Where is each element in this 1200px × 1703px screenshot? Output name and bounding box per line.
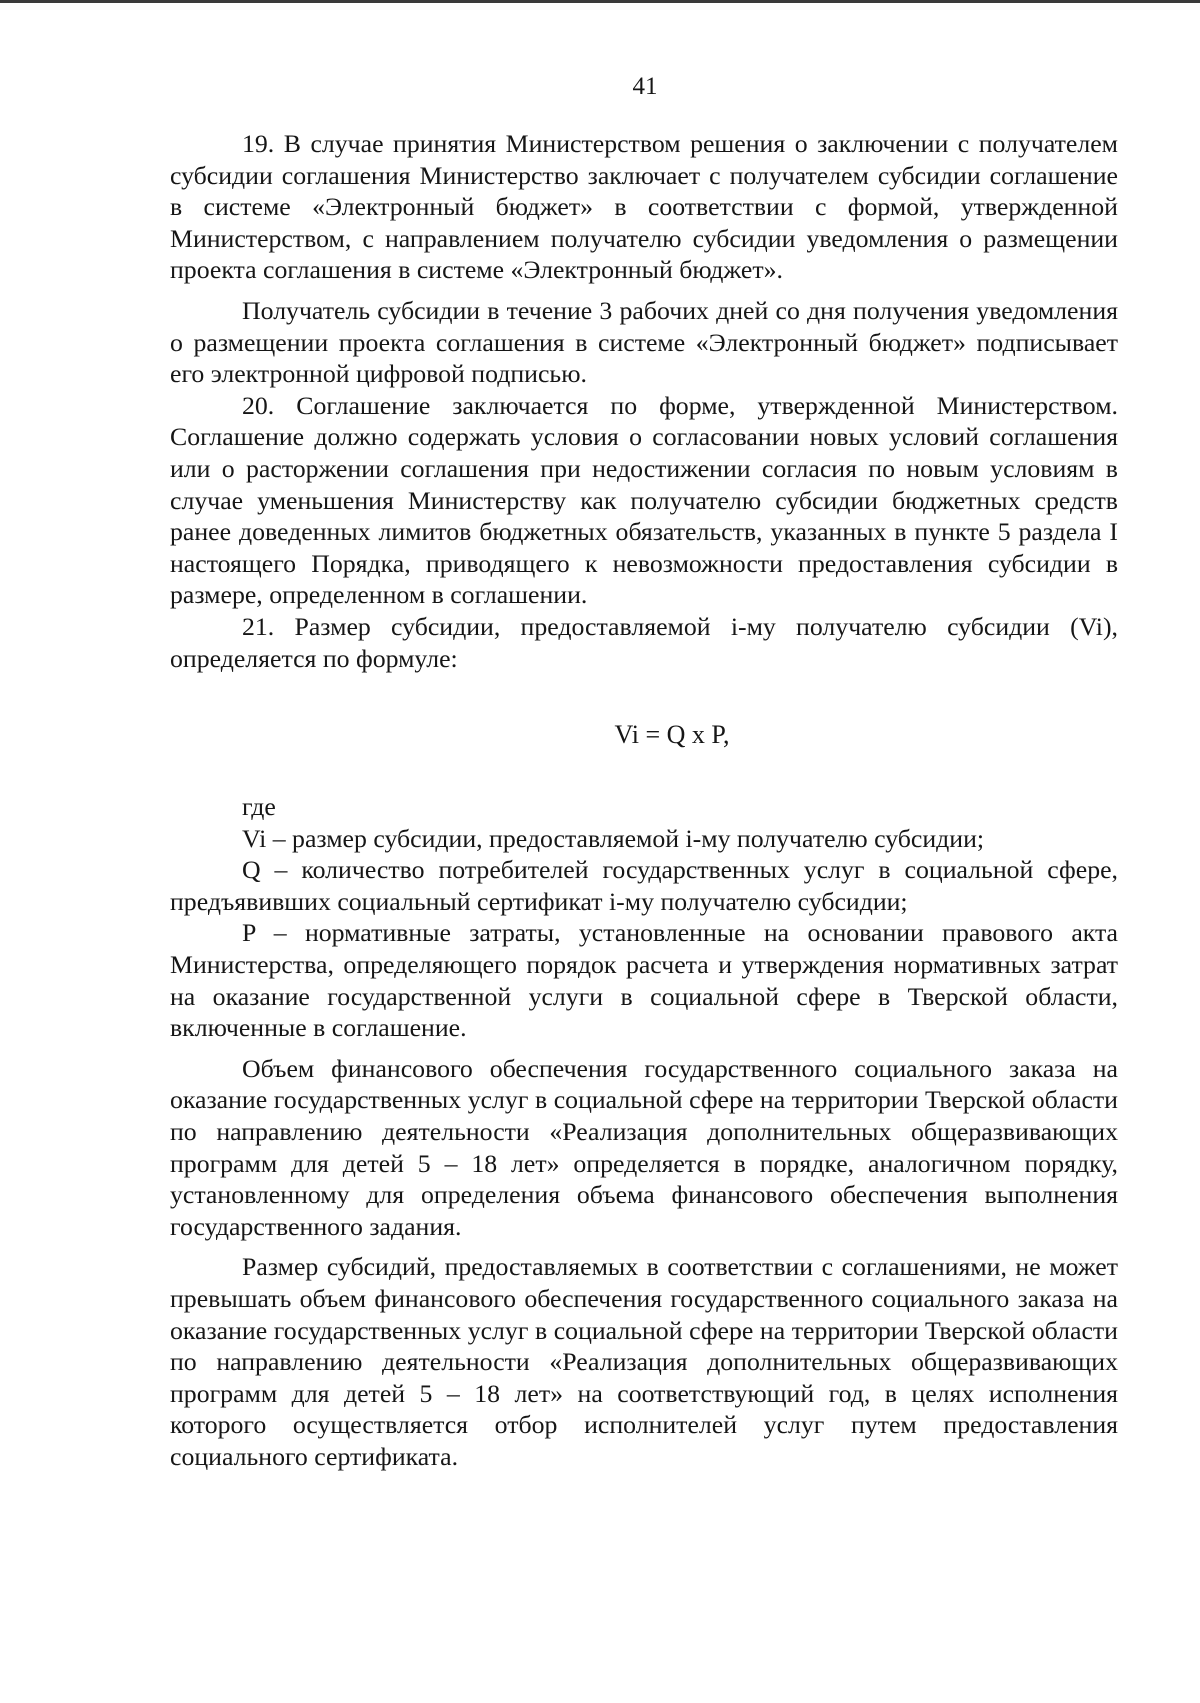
paragraph-21: 21. Размер субсидии, предоставляемой i-му получателю субсидии (Vi), определяется по формуле: bbox=[170, 611, 1118, 673]
definition-q: Q – количество потребителей государственных услуг в социальной сфере, предъявивших социальный сертификат i-му получателю субсидии; bbox=[170, 855, 1118, 916]
definition-vi: Vi – размер субсидии, предоставляемой i-му получателю субсидии; bbox=[242, 823, 985, 853]
paragraph-financing-volume: Объем финансового обеспечения государственного социального заказа на оказание государственных услуг в социальной сфере на территории Тверской области по направлению деятельности «Реализация дополнительных общеразвивающих программ для детей 5 – 18 лет» определяется в порядке, аналогичном порядку, установленному для определения объема финансового обеспечения выполнения государственного задания. bbox=[170, 1053, 1118, 1241]
paragraph-19: 19. В случае принятия Министерством решения о заключении с получателем субсидии соглашения Министерство заключает с получателем субсидии соглашение в системе «Электронный бюджет» в соответствии с формой, утвержденной Министерством, с направлением получателю субсидии уведомления о размещении проекта соглашения в системе «Электронный бюджет». bbox=[170, 129, 1118, 285]
top-border-line bbox=[0, 0, 1200, 3]
formula-where-label: где bbox=[242, 792, 276, 822]
document-body bbox=[170, 128, 1118, 1473]
page-number: 41 bbox=[632, 73, 658, 100]
subsidy-formula: Vi = Q x P, bbox=[614, 720, 730, 750]
paragraph-recipient-signing: Получатель субсидии в течение 3 рабочих дней со дня получения уведомления о размещении проекта соглашения в системе «Электронный бюджет» подписывает его электронной цифровой подписью. bbox=[170, 295, 1118, 389]
paragraph-subsidy-limit: Размер субсидий, предоставляемых в соответствии с соглашениями, не может превышать объем финансового обеспечения государственного социального заказа на оказание государственных услуг в социальной сфере на территории Тверской области по направлению деятельности «Реализация дополнительных общеразвивающих программ для детей 5 – 18 лет» на соответствующий год, в целях исполнения которого осуществляется отбор исполнителей услуг путем предоставления социального сертификата. bbox=[170, 1252, 1118, 1471]
definition-p: P – нормативные затраты, установленные на основании правового акта Министерства, определяющего порядок расчета и утверждения нормативных затрат на оказание государственной услуги в социальной сфере в Тверской области, включенные в соглашение. bbox=[170, 918, 1118, 1043]
paragraph-20: 20. Соглашение заключается по форме, утвержденной Министерством. Соглашение должно содержать условия о согласовании новых условий соглашения или о расторжении соглашения при недостижении согласия по новым условиям в случае уменьшения Министерству как получателю субсидии бюджетных средств ранее доведенных лимитов бюджетных обязательств, указанных в пункте 5 раздела I настоящего Порядка, приводящего к невозможности предоставления субсидии в размере, определенном в соглашении. bbox=[170, 390, 1118, 610]
